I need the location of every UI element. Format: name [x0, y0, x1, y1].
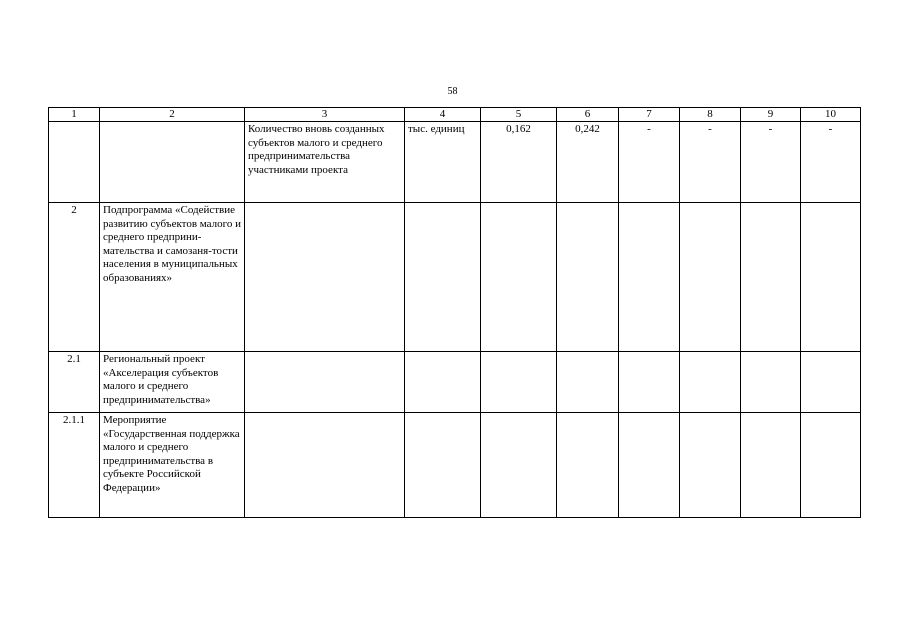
table-cell-indicator [245, 352, 405, 413]
column-header: 7 [619, 108, 680, 122]
table-cell-value: - [680, 122, 741, 203]
table-cell-value [741, 413, 801, 518]
table-row [49, 352, 861, 413]
table-cell-number [49, 122, 100, 203]
table-cell-value [801, 413, 861, 518]
table-cell-value [741, 203, 801, 352]
table-cell-value [481, 413, 557, 518]
column-header: 1 [49, 108, 100, 122]
table-cell-value [481, 203, 557, 352]
table-cell-name: Мероприятие «Государственная поддержка малого и среднего предпринимательства в субъекте Российской Федерации» [100, 413, 245, 518]
column-header: 3 [245, 108, 405, 122]
table-cell-name: Подпрограмма «Содействие развитию субъектов малого и среднего предприни-мательства и самозаня-тости населения в муниципальных образованиях» [100, 203, 245, 352]
column-header: 2 [100, 108, 245, 122]
table-cell-number: 2.1.1 [49, 413, 100, 518]
table-cell-value: - [741, 122, 801, 203]
table-cell-name [100, 122, 245, 203]
table-cell-value [801, 203, 861, 352]
column-header: 6 [557, 108, 619, 122]
table-cell-indicator: Количество вновь созданных субъектов малого и среднего предпринимательства участниками проекта [245, 122, 405, 203]
page-number: 58 [447, 86, 458, 97]
table-cell-value [680, 413, 741, 518]
column-header: 9 [741, 108, 801, 122]
table-cell-value [680, 352, 741, 413]
table-row [49, 122, 861, 203]
table-cell-unit [405, 203, 481, 352]
table-cell-value: 0,242 [557, 122, 619, 203]
table-cell-value [741, 352, 801, 413]
table-cell-unit [405, 413, 481, 518]
table-row [49, 413, 861, 518]
table-cell-name: Региональный проект «Акселерация субъектов малого и среднего предпринимательства» [100, 352, 245, 413]
table-cell-value [619, 413, 680, 518]
data-table [48, 107, 861, 518]
table-cell-indicator [245, 203, 405, 352]
table-cell-unit: тыс. единиц [405, 122, 481, 203]
table-cell-unit [405, 352, 481, 413]
column-header: 5 [481, 108, 557, 122]
table-cell-value: 0,162 [481, 122, 557, 203]
table-cell-value [619, 203, 680, 352]
table-cell-value: - [619, 122, 680, 203]
table-cell-value [619, 352, 680, 413]
table-cell-value [557, 413, 619, 518]
column-header: 8 [680, 108, 741, 122]
table-cell-number: 2 [49, 203, 100, 352]
column-header: 4 [405, 108, 481, 122]
table-cell-value [481, 352, 557, 413]
table-cell-value [557, 352, 619, 413]
table-header-row [49, 108, 861, 122]
column-header: 10 [801, 108, 861, 122]
table-cell-value [801, 352, 861, 413]
table-cell-number: 2.1 [49, 352, 100, 413]
table-row [49, 203, 861, 352]
table-cell-indicator [245, 413, 405, 518]
table-cell-value [557, 203, 619, 352]
table-cell-value [680, 203, 741, 352]
table-cell-value: - [801, 122, 861, 203]
